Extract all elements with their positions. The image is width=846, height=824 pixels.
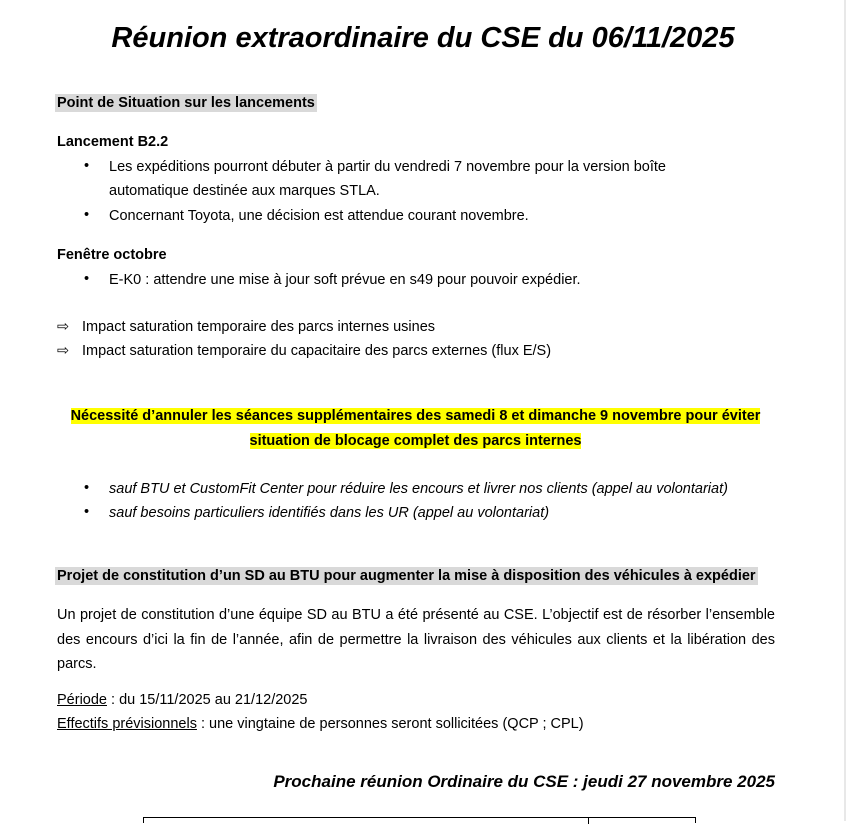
table-divider (588, 818, 589, 824)
launch-bullet-2: Concernant Toyota, une décision est attendue courant novembre. (109, 208, 529, 224)
page-title: Réunion extraordinaire du CSE du 06/11/2025 (111, 22, 735, 54)
bullet-icon: • (84, 480, 90, 496)
section-heading-launches: Point de Situation sur les lancements (57, 95, 315, 111)
section-heading-sd-project: Projet de constitution d’un SD au BTU pour augmenter la mise à disposition des véhicules à expédier (57, 568, 756, 584)
arrow-icon: ⇨ (57, 343, 70, 359)
next-meeting: Prochaine réunion Ordinaire du CSE : jeudi 27 novembre 2025 (273, 772, 775, 791)
bullet-icon: • (84, 271, 90, 287)
period-line: Période : du 15/11/2025 au 21/12/2025 (57, 692, 308, 708)
highlight-notice: Nécessité d’annuler les séances supplémentaires des samedi 8 et dimanche 9 novembre pour éviter situation de blocage complet des parcs internes (70, 408, 761, 449)
staff-line: Effectifs prévisionnels : une vingtaine de personnes seront sollicitées (QCP ; CPL) (57, 716, 584, 732)
impact-1: Impact saturation temporaire des parcs internes usines (82, 319, 436, 335)
arrow-icon: ⇨ (57, 319, 70, 335)
window-bullet-1: E-K0 : attendre une mise à jour soft prévue en s49 pour pouvoir expédier. (109, 272, 581, 288)
window-heading: Fenêtre octobre (57, 247, 167, 263)
bullet-icon: • (84, 207, 90, 223)
exception-2: sauf besoins particuliers identifiés dans les UR (appel au volontariat) (109, 505, 550, 521)
impact-2: Impact saturation temporaire du capacitaire des parcs externes (flux E/S) (82, 343, 552, 359)
launch-bullet-1: Les expéditions pourront débuter à partir du vendredi 7 novembre pour la version boîte automatique destinée aux marques STLA. (109, 159, 666, 199)
launch-heading: Lancement B2.2 (57, 134, 169, 150)
bullet-icon: • (84, 158, 90, 174)
bullet-icon: • (84, 504, 90, 520)
exception-1: sauf BTU et CustomFit Center pour réduire les encours et livrer nos clients (appel au volontariat) (109, 481, 728, 497)
project-paragraph: Un projet de constitution d’une équipe SD au BTU a été présenté au CSE. L’objectif est de résorber l’ensemble des encours d’ici la fin de l’année, afin de permettre la livraison des véhicules aux clients et la libération des parcs. (57, 607, 775, 672)
bottom-table (143, 817, 696, 823)
